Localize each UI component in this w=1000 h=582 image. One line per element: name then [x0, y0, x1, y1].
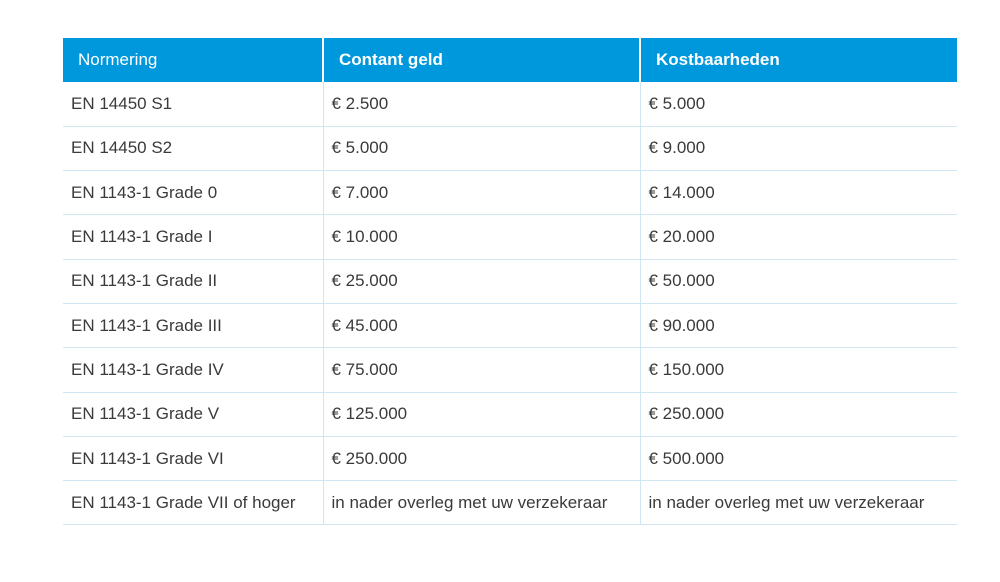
header-row — [63, 38, 957, 82]
normering-cell: EN 1143-1 Grade III — [63, 303, 323, 347]
contant-geld-cell: € 250.000 — [323, 436, 640, 480]
insurance-limits-table — [63, 38, 957, 525]
table-row — [63, 481, 957, 525]
kostbaarheden-cell: € 20.000 — [640, 215, 957, 259]
kostbaarheden-cell: € 9.000 — [640, 126, 957, 170]
contant-geld-cell: € 75.000 — [323, 348, 640, 392]
table-row — [63, 215, 957, 259]
table-row — [63, 436, 957, 480]
normering-cell: EN 1143-1 Grade VII of hoger — [63, 481, 323, 525]
table-header — [63, 38, 957, 82]
kostbaarheden-cell: € 150.000 — [640, 348, 957, 392]
contant-geld-cell: € 25.000 — [323, 259, 640, 303]
header-kostbaarheden: Kostbaarheden — [640, 38, 957, 82]
header-normering: Normering — [63, 38, 323, 82]
contant-geld-cell: € 5.000 — [323, 126, 640, 170]
contant-geld-cell: € 2.500 — [323, 82, 640, 126]
contant-geld-cell: € 7.000 — [323, 171, 640, 215]
normering-cell: EN 1143-1 Grade 0 — [63, 171, 323, 215]
normering-cell: EN 1143-1 Grade V — [63, 392, 323, 436]
normering-cell: EN 14450 S1 — [63, 82, 323, 126]
normering-cell: EN 1143-1 Grade II — [63, 259, 323, 303]
contant-geld-cell: € 45.000 — [323, 303, 640, 347]
contant-geld-cell: in nader overleg met uw verzekeraar — [323, 481, 640, 525]
kostbaarheden-cell: € 500.000 — [640, 436, 957, 480]
table-row — [63, 82, 957, 126]
table-row — [63, 171, 957, 215]
table-row — [63, 392, 957, 436]
kostbaarheden-cell: € 5.000 — [640, 82, 957, 126]
table-row — [63, 126, 957, 170]
kostbaarheden-cell: € 90.000 — [640, 303, 957, 347]
contant-geld-cell: € 125.000 — [323, 392, 640, 436]
normering-cell: EN 14450 S2 — [63, 126, 323, 170]
table-row — [63, 259, 957, 303]
kostbaarheden-cell: € 250.000 — [640, 392, 957, 436]
contant-geld-cell: € 10.000 — [323, 215, 640, 259]
kostbaarheden-cell: € 50.000 — [640, 259, 957, 303]
header-contant-geld: Contant geld — [323, 38, 640, 82]
normering-cell: EN 1143-1 Grade IV — [63, 348, 323, 392]
normering-cell: EN 1143-1 Grade VI — [63, 436, 323, 480]
normering-cell: EN 1143-1 Grade I — [63, 215, 323, 259]
kostbaarheden-cell: € 14.000 — [640, 171, 957, 215]
insurance-table-container — [63, 38, 957, 525]
table-body — [63, 82, 957, 525]
table-row — [63, 348, 957, 392]
table-row — [63, 303, 957, 347]
kostbaarheden-cell: in nader overleg met uw verzekeraar — [640, 481, 957, 525]
